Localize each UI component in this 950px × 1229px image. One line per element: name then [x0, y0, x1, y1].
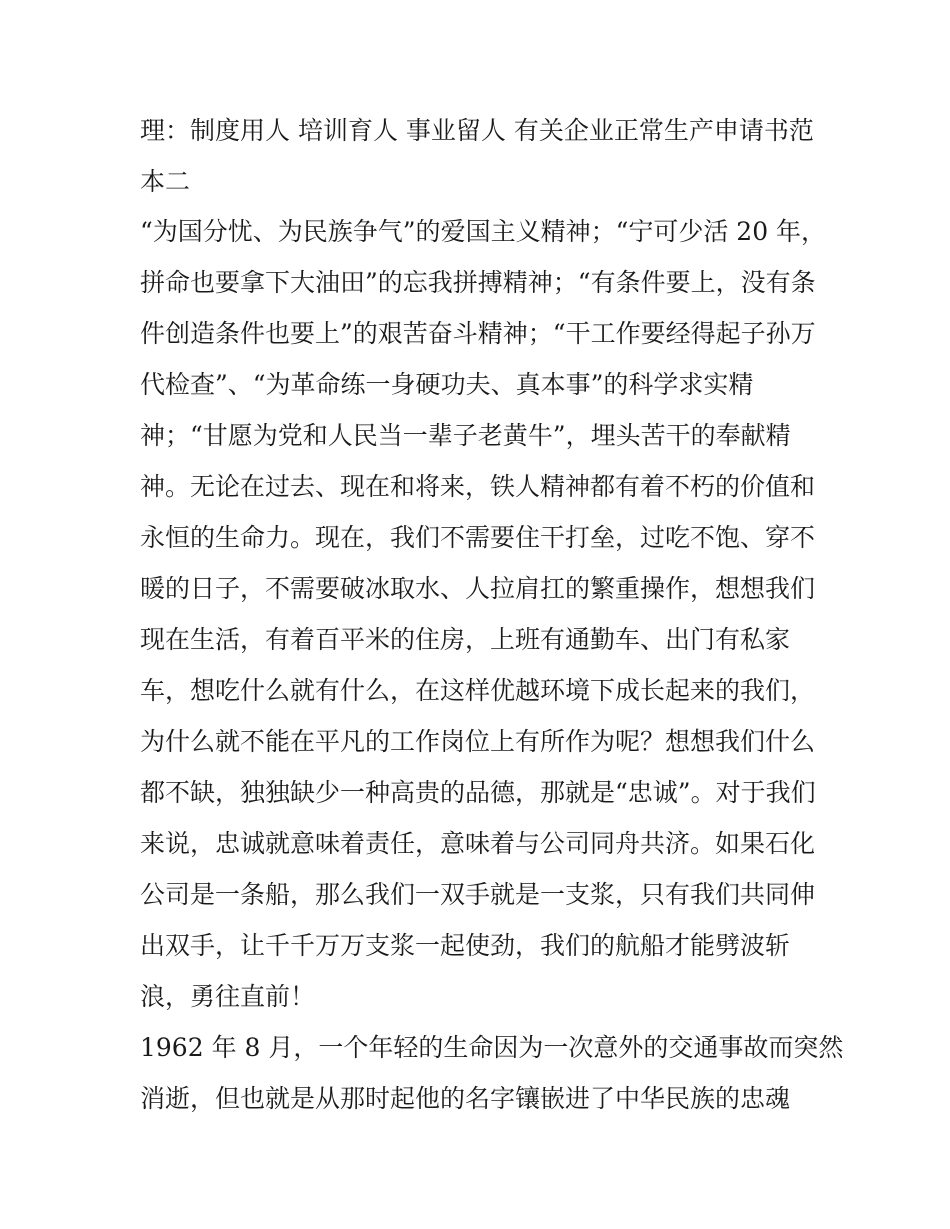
text-line: 永恒的生命力。现在，我们不需要住干打垒，过吃不饱、穿不	[140, 523, 816, 552]
text-line: 出双手，让千千万万支浆一起使劲，我们的航船才能劈波斩	[140, 931, 791, 960]
text-line: 消逝，但也就是从那时起他的名字镶嵌进了中华民族的忠魂	[140, 1084, 791, 1113]
text-line: 代检查”、“为革命练一身硬功夫、真本事”的科学求实精	[140, 370, 754, 399]
text-line: 暖的日子，不需要破冰取水、人拉肩扛的繁重操作，想想我们	[140, 574, 816, 603]
text-line: 神；“甘愿为党和人民当一辈子老黄牛”，埋头苦干的奉献精	[140, 421, 791, 450]
text-line: 都不缺，独独缺少一种高贵的品德，那就是“忠诚”。对于我们	[140, 778, 816, 807]
text-line: 拼命也要拿下大油田”的忘我拼搏精神；“有条件要上，没有条	[140, 268, 816, 297]
text-line: 为什么就不能在平凡的工作岗位上有所作为呢？想想我们什么	[140, 727, 816, 756]
text-line: 理：制度用人 培训育人 事业留人 有关企业正常生产申请书范	[140, 116, 814, 145]
text-line: 来说，忠诚就意味着责任，意味着与公司同舟共济。如果石化	[140, 829, 816, 858]
text-line: “为国分忧、为民族争气”的爱国主义精神；“宁可少活 20 年，	[140, 217, 827, 246]
text-line: 1962 年 8 月，一个年轻的生命因为一次意外的交通事故而突然	[140, 1033, 844, 1062]
text-line: 现在生活，有着百平米的住房，上班有通勤车、出门有私家	[140, 625, 791, 654]
text-line: 公司是一条船，那么我们一双手就是一支浆，只有我们共同伸	[140, 880, 816, 909]
text-line: 本二	[140, 167, 191, 196]
text-line: 浪，勇往直前！	[140, 982, 316, 1011]
text-line: 件创造条件也要上”的艰苦奋斗精神；“干工作要经得起子孙万	[140, 319, 816, 348]
text-line: 神。无论在过去、现在和将来，铁人精神都有着不朽的价值和	[140, 472, 816, 501]
text-line: 车，想吃什么就有什么，在这样优越环境下成长起来的我们，	[140, 676, 816, 705]
